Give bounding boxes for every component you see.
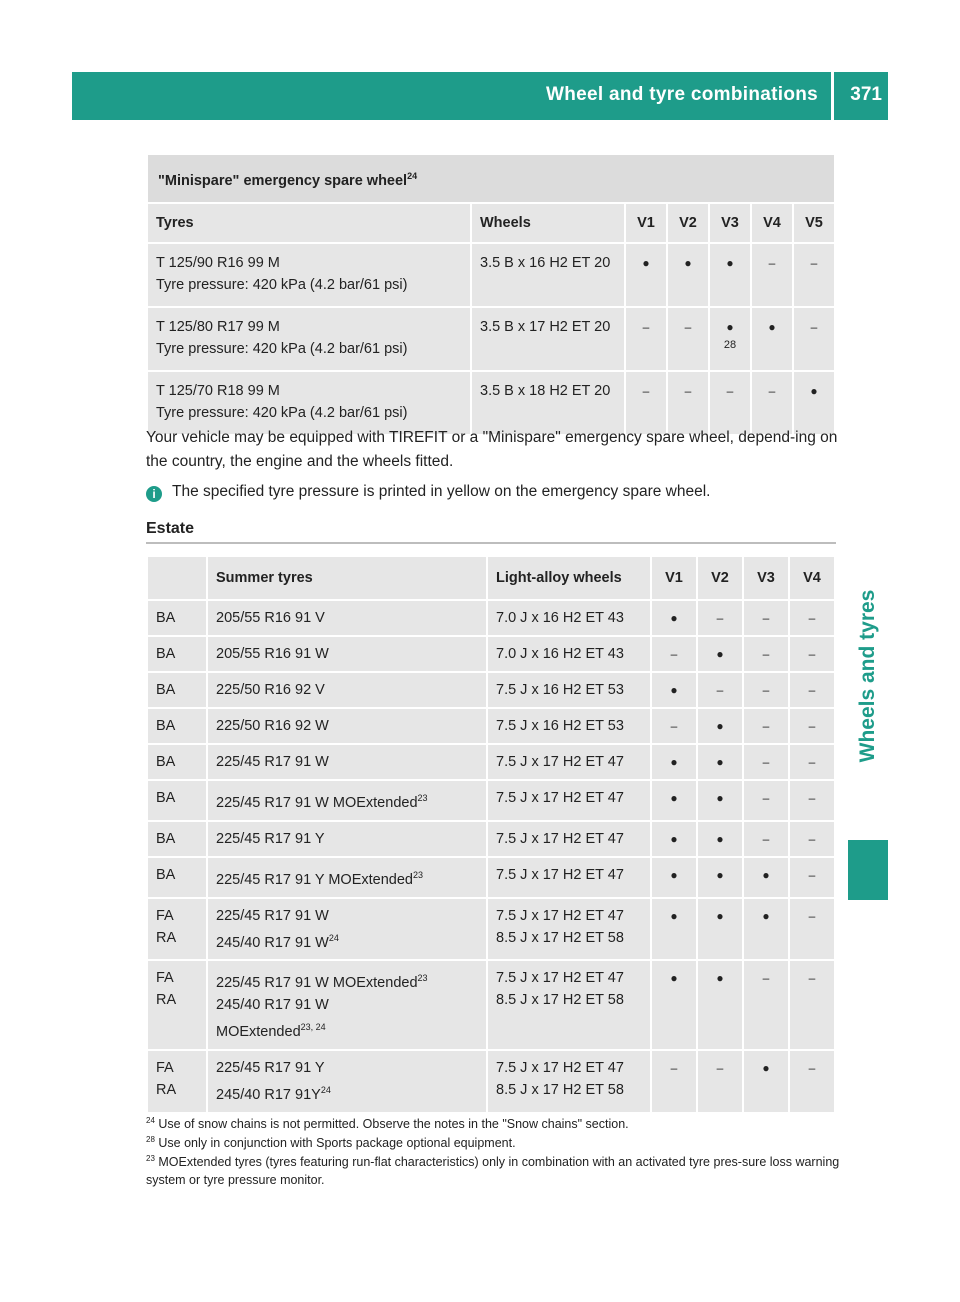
table-row xyxy=(148,308,834,370)
v4-cell: – xyxy=(790,858,834,897)
tyre-text: 205/55 R16 91 W xyxy=(216,646,329,662)
v2-cell: ● xyxy=(698,899,742,960)
tyre-text: MOExtended xyxy=(216,1024,301,1041)
v3-cell: – xyxy=(710,372,750,434)
v2-cell: – xyxy=(698,673,742,707)
wheel-size: 7.5 J x 17 H2 ET 47 xyxy=(496,830,624,847)
table-row xyxy=(148,244,834,306)
v3-mark: ● xyxy=(726,319,734,334)
wheel-cell: 3.5 B x 17 H2 ET 20 xyxy=(472,308,624,370)
tyre-size xyxy=(216,787,478,814)
axle-cell xyxy=(148,781,206,820)
estate-header-row xyxy=(148,557,834,599)
tyre-cell xyxy=(208,822,486,856)
axle-code: BA xyxy=(156,754,176,770)
tyre-text: 205/55 R16 91 V xyxy=(216,610,325,626)
v4-cell: – xyxy=(790,1051,834,1112)
v2-cell: ● xyxy=(698,709,742,743)
table-row xyxy=(148,673,834,707)
col-summer-tyres: Summer tyres xyxy=(208,557,486,599)
wheel-size: 7.5 J x 16 H2 ET 53 xyxy=(496,682,624,698)
tyre-size xyxy=(216,864,478,891)
wheel-cell xyxy=(488,781,650,820)
v2-cell: – xyxy=(698,601,742,635)
v1-cell: ● xyxy=(652,961,696,1049)
wheel-size: 7.0 J x 16 H2 ET 43 xyxy=(496,646,624,662)
tyre-size xyxy=(216,994,478,1016)
table-row xyxy=(148,745,834,779)
v1-cell: – xyxy=(652,709,696,743)
axle-code: BA xyxy=(156,682,176,698)
axle-cell xyxy=(148,1051,206,1112)
wheel-cell xyxy=(488,745,650,779)
v4-cell: – xyxy=(790,709,834,743)
v1-cell: ● xyxy=(652,899,696,960)
v2-cell: ● xyxy=(698,822,742,856)
tyre-pressure: Tyre pressure: 420 kPa (4.2 bar/61 psi) xyxy=(156,276,408,293)
v1-cell: ● xyxy=(652,858,696,897)
col-wheels: Wheels xyxy=(472,204,624,242)
tyre-text: 225/45 R17 91 Y xyxy=(216,830,325,847)
tyre-pressure: Tyre pressure: 420 kPa (4.2 bar/61 psi) xyxy=(156,404,408,421)
info-icon: i xyxy=(146,486,162,502)
axle-cell xyxy=(148,899,206,960)
v4-cell: – xyxy=(752,244,792,306)
body-paragraph: Your vehicle may be equipped with TIREFIT or a "Minispare" emergency spare wheel, depend-ing on the country, the engine and the wheels fitted. xyxy=(146,429,838,470)
tyre-text: 225/45 R17 91 Y MOExtended xyxy=(216,871,413,888)
tyre-footnote: 23 xyxy=(417,793,428,803)
info-note xyxy=(146,480,846,504)
tyre-size xyxy=(216,679,478,701)
v1-cell: ● xyxy=(652,822,696,856)
estate-table xyxy=(146,555,836,1114)
axle-code: FA xyxy=(156,970,174,987)
table-row xyxy=(148,899,834,960)
wheel-size: 8.5 J x 17 H2 ET 58 xyxy=(496,992,624,1009)
v2-cell: – xyxy=(668,308,708,370)
axle-cell xyxy=(148,637,206,671)
v5-cell: – xyxy=(794,308,834,370)
tyre-cell xyxy=(208,601,486,635)
tyre-size xyxy=(216,1079,478,1106)
wheel-cell: 3.5 B x 18 H2 ET 20 xyxy=(472,372,624,434)
v2-cell: ● xyxy=(698,858,742,897)
tyre-size: T 125/80 R17 99 M xyxy=(156,318,280,335)
tyre-size xyxy=(216,905,478,927)
chapter-label: Wheels and tyres xyxy=(856,589,879,763)
tyre-text: 245/40 R17 91 W xyxy=(216,997,329,1014)
tyre-text: 225/45 R17 91 W xyxy=(216,907,329,924)
v4-cell: – xyxy=(790,781,834,820)
footnote-text: MOExtended tyres (tyres featuring run-flat characteristics) only in combination with an activated tyre pres-sure loss warning system or tyre pressure monitor. xyxy=(146,1155,840,1188)
v3-cell: ● xyxy=(744,1051,788,1112)
tyre-text: 245/40 R17 91Y xyxy=(216,1086,321,1103)
footnote-number: 24 xyxy=(146,1116,155,1125)
page-header xyxy=(72,72,888,120)
v3-cell: – xyxy=(744,822,788,856)
v3-cell: – xyxy=(744,601,788,635)
v2-cell: – xyxy=(698,1051,742,1112)
tyre-size xyxy=(216,1057,478,1079)
table-row xyxy=(148,1051,834,1112)
wheel-size: 7.5 J x 17 H2 ET 47 xyxy=(496,907,624,924)
v1-cell: – xyxy=(652,1051,696,1112)
v2-cell: ● xyxy=(698,745,742,779)
col-v3: V3 xyxy=(710,204,750,242)
v3-footnote: 28 xyxy=(723,338,737,351)
v1-cell: ● xyxy=(652,745,696,779)
wheel-cell xyxy=(488,637,650,671)
estate-heading: Estate xyxy=(146,520,836,544)
wheel-size: 7.5 J x 17 H2 ET 47 xyxy=(496,790,624,806)
v5-cell: ● xyxy=(794,372,834,434)
v4-cell: – xyxy=(790,961,834,1049)
axle-cell xyxy=(148,822,206,856)
wheel-cell xyxy=(488,673,650,707)
tyre-cell xyxy=(208,745,486,779)
v5-cell: – xyxy=(794,244,834,306)
axle-cell xyxy=(148,745,206,779)
v1-cell: – xyxy=(626,308,666,370)
minispare-table xyxy=(146,153,836,436)
v4-cell: – xyxy=(790,822,834,856)
wheel-cell: 3.5 B x 16 H2 ET 20 xyxy=(472,244,624,306)
v2-cell: ● xyxy=(668,244,708,306)
footnote xyxy=(146,1112,846,1133)
v2-cell: ● xyxy=(698,961,742,1049)
v3-cell: – xyxy=(744,961,788,1049)
v1-cell: ● xyxy=(626,244,666,306)
tyre-cell xyxy=(208,673,486,707)
v1-cell: ● xyxy=(652,601,696,635)
v3-cell: – xyxy=(744,709,788,743)
footnote-number: 23 xyxy=(146,1154,155,1163)
v3-cell: ● xyxy=(744,858,788,897)
axle-code: FA xyxy=(156,907,174,924)
v4-cell: ● xyxy=(752,308,792,370)
v2-cell: ● xyxy=(698,637,742,671)
footnote xyxy=(146,1131,846,1152)
wheel-size: 8.5 J x 17 H2 ET 58 xyxy=(496,929,624,946)
minispare-header-row xyxy=(148,204,834,242)
tyre-cell xyxy=(208,637,486,671)
footnote-text: Use only in conjunction with Sports package optional equipment. xyxy=(158,1136,516,1151)
axle-code: BA xyxy=(156,790,176,806)
col-v2: V2 xyxy=(698,557,742,599)
wheel-size: 7.5 J x 17 H2 ET 47 xyxy=(496,1060,624,1077)
axle-code: BA xyxy=(156,718,176,734)
section-title: Wheel and tyre combinations xyxy=(545,84,818,105)
tyre-cell xyxy=(148,372,470,434)
axle-cell xyxy=(148,601,206,635)
tyre-text: 225/45 R17 91 Y xyxy=(216,1060,325,1077)
v3-cell: – xyxy=(744,745,788,779)
axle-code: BA xyxy=(156,830,176,847)
table-row xyxy=(148,858,834,897)
tyre-footnote: 24 xyxy=(328,932,339,943)
minispare-title-text: "Minispare" emergency spare wheel xyxy=(158,172,408,189)
tyre-cell xyxy=(208,1051,486,1112)
tyre-size xyxy=(216,927,478,954)
axle-code: RA xyxy=(156,1082,177,1099)
v1-cell: ● xyxy=(652,673,696,707)
minispare-title-footnote: 24 xyxy=(407,171,418,181)
v4-cell: – xyxy=(790,673,834,707)
wheel-size: 7.5 J x 17 H2 ET 47 xyxy=(496,754,624,770)
wheel-cell xyxy=(488,961,650,1049)
axle-cell xyxy=(148,709,206,743)
tyre-size xyxy=(216,607,478,629)
v3-cell: ● xyxy=(710,244,750,306)
wheel-size: 7.5 J x 17 H2 ET 47 xyxy=(496,970,624,987)
col-v2: V2 xyxy=(668,204,708,242)
table-row xyxy=(148,781,834,820)
v1-cell: ● xyxy=(652,781,696,820)
col-axle xyxy=(148,557,206,599)
col-light-alloy-wheels: Light-alloy wheels xyxy=(488,557,650,599)
chapter-side-tab xyxy=(848,556,888,796)
tyre-size xyxy=(216,715,478,737)
col-v4: V4 xyxy=(752,204,792,242)
wheel-size: 8.5 J x 17 H2 ET 58 xyxy=(496,1082,624,1099)
col-v5: V5 xyxy=(794,204,834,242)
page-number: 371 xyxy=(850,84,882,105)
v4-cell: – xyxy=(752,372,792,434)
wheel-size: 7.5 J x 16 H2 ET 53 xyxy=(496,718,624,734)
v3-cell: ● xyxy=(744,899,788,960)
tyre-text: 225/50 R16 92 V xyxy=(216,682,325,698)
footnote-number: 28 xyxy=(146,1135,155,1144)
tyre-text: 245/40 R17 91 W xyxy=(216,934,329,951)
chapter-marker xyxy=(848,840,888,900)
wheel-cell xyxy=(488,858,650,897)
tyre-size xyxy=(216,643,478,665)
tyre-size xyxy=(216,1016,478,1043)
v4-cell: – xyxy=(790,899,834,960)
v4-cell: – xyxy=(790,601,834,635)
tyre-footnote: 24 xyxy=(320,1085,331,1096)
table-row xyxy=(148,822,834,856)
tyre-footnote: 23, 24 xyxy=(300,1022,326,1033)
wheel-cell xyxy=(488,601,650,635)
footnote-text: Use of snow chains is not permitted. Observe the notes in the "Snow chains" section. xyxy=(158,1117,629,1132)
axle-code: RA xyxy=(156,992,177,1009)
tyre-cell xyxy=(208,781,486,820)
wheel-size: 7.0 J x 16 H2 ET 43 xyxy=(496,610,624,626)
wheel-cell xyxy=(488,709,650,743)
v3-cell xyxy=(710,308,750,370)
col-v1: V1 xyxy=(626,204,666,242)
v2-cell: – xyxy=(668,372,708,434)
axle-cell xyxy=(148,858,206,897)
table-row xyxy=(148,372,834,434)
table-row xyxy=(148,637,834,671)
axle-code: BA xyxy=(156,610,176,626)
col-v3: V3 xyxy=(744,557,788,599)
table-row xyxy=(148,961,834,1049)
tyre-text: 225/45 R17 91 W MOExtended xyxy=(216,975,418,992)
axle-cell xyxy=(148,961,206,1049)
tyre-cell xyxy=(208,709,486,743)
tyre-size: T 125/90 R16 99 M xyxy=(156,254,280,271)
v1-cell: – xyxy=(652,637,696,671)
v1-cell: – xyxy=(626,372,666,434)
v4-cell: – xyxy=(790,637,834,671)
wheel-cell xyxy=(488,899,650,960)
tyre-size xyxy=(216,967,478,994)
tyre-cell xyxy=(148,244,470,306)
col-v4: V4 xyxy=(790,557,834,599)
tyre-cell xyxy=(148,308,470,370)
tyre-size xyxy=(216,751,478,773)
v4-cell: – xyxy=(790,745,834,779)
table-row xyxy=(148,709,834,743)
tyre-size: T 125/70 R18 99 M xyxy=(156,382,280,399)
col-tyres: Tyres xyxy=(148,204,470,242)
tyre-text: 225/45 R17 91 W MOExtended xyxy=(216,794,418,811)
table-row xyxy=(148,601,834,635)
v3-cell: – xyxy=(744,673,788,707)
col-v1: V1 xyxy=(652,557,696,599)
v3-cell: – xyxy=(744,781,788,820)
v2-cell: ● xyxy=(698,781,742,820)
tyre-text: 225/45 R17 91 W xyxy=(216,754,329,770)
v3-cell: – xyxy=(744,637,788,671)
minispare-table-title xyxy=(148,155,834,202)
tyre-text: 225/50 R16 92 W xyxy=(216,718,329,734)
footnote xyxy=(146,1150,846,1189)
axle-code: BA xyxy=(156,866,176,883)
axle-code: RA xyxy=(156,929,177,946)
axle-code: FA xyxy=(156,1060,174,1077)
axle-cell xyxy=(148,673,206,707)
tyre-size xyxy=(216,828,478,850)
tyre-footnote: 23 xyxy=(417,973,428,984)
wheel-cell xyxy=(488,822,650,856)
tyre-footnote: 23 xyxy=(412,869,423,880)
tyre-cell xyxy=(208,858,486,897)
wheel-cell xyxy=(488,1051,650,1112)
tyre-cell xyxy=(208,899,486,960)
wheel-size: 7.5 J x 17 H2 ET 47 xyxy=(496,866,624,883)
tyre-pressure: Tyre pressure: 420 kPa (4.2 bar/61 psi) xyxy=(156,340,408,357)
axle-code: BA xyxy=(156,646,176,662)
header-divider xyxy=(831,72,834,120)
info-text: The specified tyre pressure is printed in yellow on the emergency spare wheel. xyxy=(172,483,711,500)
tyre-cell xyxy=(208,961,486,1049)
